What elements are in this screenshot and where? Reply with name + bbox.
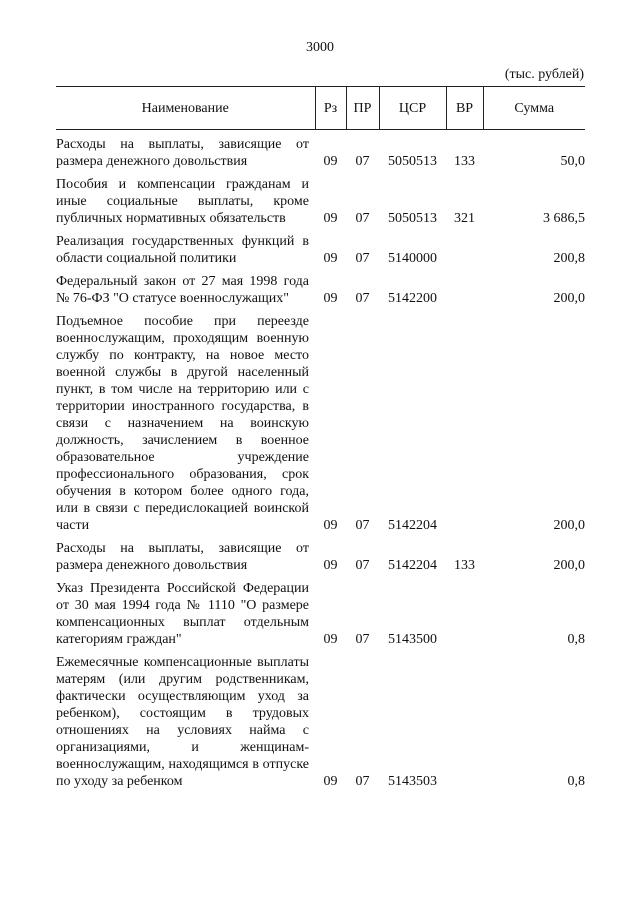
- header-sum: Сумма: [483, 87, 585, 130]
- row-csr: 5050513: [388, 211, 437, 226]
- row-name: Расходы на выплаты, зависящие от размера денежного довольствия: [56, 541, 309, 573]
- row-rz: 09: [323, 291, 338, 306]
- row-sum: 200,0: [553, 558, 585, 573]
- row-csr: 5142200: [388, 291, 437, 306]
- budget-table: [56, 86, 585, 790]
- table-row: [56, 307, 585, 534]
- row-pr: 07: [355, 154, 370, 169]
- row-pr: 07: [355, 291, 370, 306]
- row-name: Реализация государственных функций в области социальной политики: [56, 234, 309, 266]
- row-csr: 5142204: [388, 518, 437, 533]
- row-rz: 09: [323, 632, 338, 647]
- header-pr: ПР: [346, 87, 379, 130]
- row-name: Ежемесячные компенсационные выплаты матерям (или другим родственникам, фактически осуществляющим уход за ребенком), состоящим в трудовых отношениях на условиях найма с организациями, и женщинам-военнослужащим, находящимся в отпуске по уходу за ребенком: [56, 655, 309, 789]
- table-row: [56, 267, 585, 307]
- row-name: Расходы на выплаты, зависящие от размера денежного довольствия: [56, 137, 309, 169]
- page-number: 3000: [306, 40, 334, 55]
- units-label: (тыс. рублей): [504, 67, 584, 82]
- row-pr: 07: [355, 518, 370, 533]
- row-name: Указ Президента Российской Федерации от 30 мая 1994 года № 1110 "О размере компенсационных выплат отдельным категориям граждан": [56, 581, 309, 647]
- row-sum: 0,8: [567, 632, 585, 647]
- row-rz: 09: [323, 774, 338, 789]
- row-vr: [446, 648, 483, 790]
- row-pr: 07: [355, 251, 370, 266]
- row-name: Пособия и компенсации гражданам и иные социальные выплаты, кроме публичных нормативных обязательств: [56, 177, 309, 226]
- row-vr: 133: [454, 154, 475, 169]
- header-vr: ВР: [446, 87, 483, 130]
- row-csr: 5142204: [388, 558, 437, 573]
- row-sum: 200,0: [553, 518, 585, 533]
- table-row: [56, 130, 585, 171]
- header-name: Наименование: [56, 87, 315, 130]
- row-csr: 5143503: [388, 774, 437, 789]
- row-pr: 07: [355, 632, 370, 647]
- table-row: [56, 170, 585, 227]
- row-pr: 07: [355, 558, 370, 573]
- table-row: [56, 534, 585, 574]
- table-row: [56, 227, 585, 267]
- row-csr: 5143500: [388, 632, 437, 647]
- row-rz: 09: [323, 251, 338, 266]
- row-csr: 5050513: [388, 154, 437, 169]
- row-sum: 200,8: [553, 251, 585, 266]
- row-csr: 5140000: [388, 251, 437, 266]
- row-rz: 09: [323, 154, 338, 169]
- row-pr: 07: [355, 211, 370, 226]
- row-vr: [446, 307, 483, 534]
- row-name: Подъемное пособие при переезде военнослужащим, проходящим военную службу по контракту, на новое место военной службы в другой населенный пункт, в том числе на территорию или с территории иностранного государства, в связи с назначением на воинскую должность, зачислением в военное образовательное учреждение профессионального образования, срок обучения в котором более одного года, или в связи с передислокацией воинской части: [56, 314, 309, 533]
- row-vr: 133: [454, 558, 475, 573]
- row-pr: 07: [355, 774, 370, 789]
- table-row: [56, 574, 585, 648]
- row-vr: [446, 574, 483, 648]
- row-name: Федеральный закон от 27 мая 1998 года № 76-ФЗ "О статусе военнослужащих": [56, 274, 309, 306]
- row-vr: [446, 227, 483, 267]
- header-rz: Рз: [315, 87, 346, 130]
- row-sum: 50,0: [560, 154, 585, 169]
- row-rz: 09: [323, 518, 338, 533]
- row-rz: 09: [323, 211, 338, 226]
- row-vr: 321: [454, 211, 475, 226]
- row-sum: 200,0: [553, 291, 585, 306]
- header-csr: ЦСР: [379, 87, 446, 130]
- row-vr: [446, 267, 483, 307]
- row-sum: 0,8: [567, 774, 585, 789]
- table-header-row: [56, 87, 585, 130]
- table-row: [56, 648, 585, 790]
- row-rz: 09: [323, 558, 338, 573]
- row-sum: 3 686,5: [543, 211, 585, 226]
